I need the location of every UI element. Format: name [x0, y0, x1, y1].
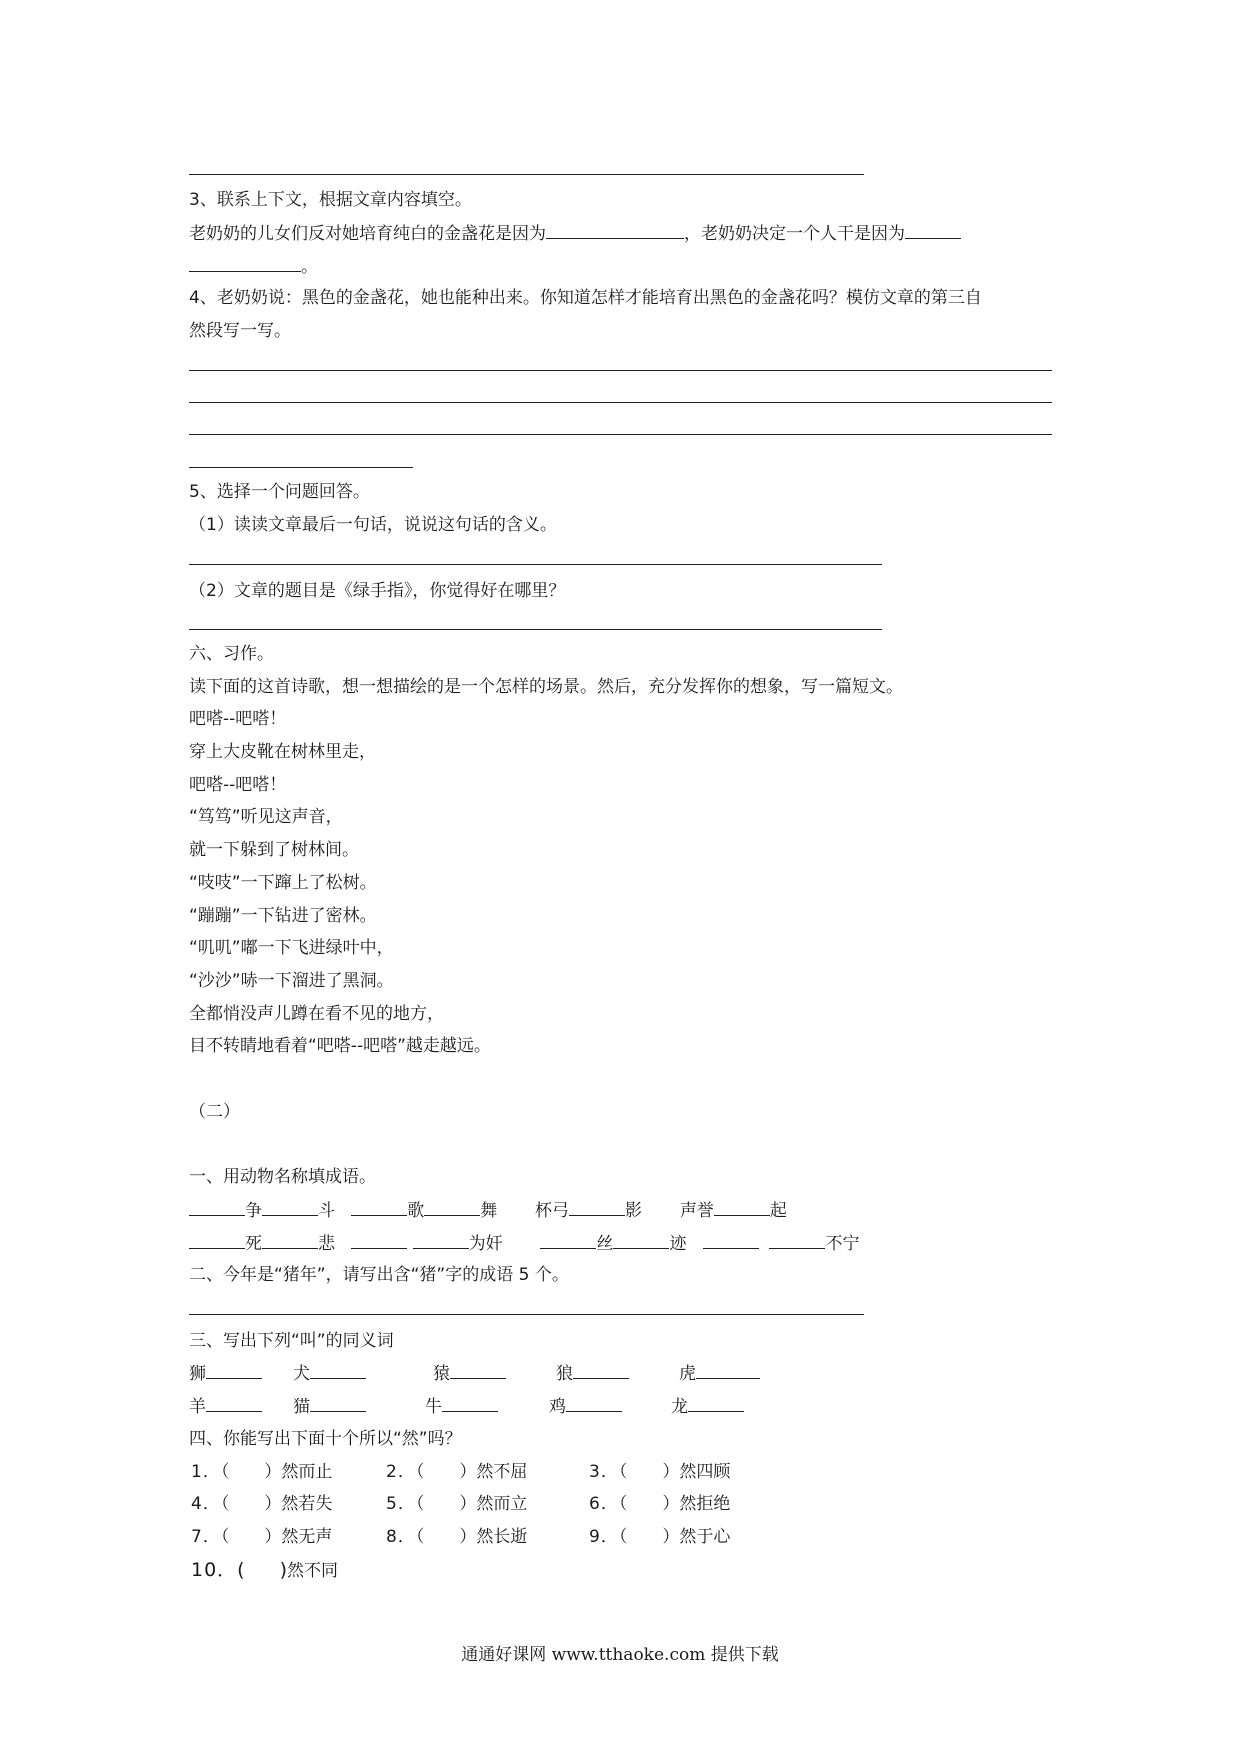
- idiom-char: 起: [769, 1201, 787, 1221]
- q5-sub-2: （2）文章的题目是《绿手指》，你觉得好在哪里？: [189, 581, 566, 601]
- synonym-item: [556, 1362, 629, 1385]
- ran-item: [191, 1461, 332, 1483]
- item-text: 然于心: [679, 1527, 731, 1547]
- blank[interactable]: [546, 222, 684, 239]
- blank[interactable]: [450, 1362, 506, 1379]
- ran-q4-title: 四、你能写出下面十个所以“然”吗？: [189, 1429, 462, 1449]
- q3-text-a: 老奶奶的儿女们反对她培育纯白的金盏花是因为: [189, 224, 546, 244]
- synonym-row-1: [189, 1362, 989, 1384]
- poem-line: 就一下躲到了树林间。: [189, 840, 359, 860]
- ran-item: [191, 1493, 332, 1515]
- answer-line: [189, 370, 1052, 371]
- synonym-item: [293, 1395, 366, 1418]
- idiom-char: 声誉: [679, 1201, 714, 1221]
- blank[interactable]: [540, 1232, 596, 1249]
- blank[interactable]: [189, 1199, 245, 1216]
- idiom-char: 杯弓: [535, 1201, 570, 1221]
- item-text: 然拒绝: [679, 1494, 731, 1514]
- idiom-char: 歌: [407, 1201, 425, 1221]
- ran-row-3: [189, 1526, 989, 1548]
- item-number: 6．（: [589, 1494, 629, 1514]
- item-text: 然无声: [281, 1527, 333, 1547]
- animal-label: 猿: [433, 1364, 450, 1384]
- item-close: ）: [264, 1494, 282, 1514]
- q3-end: 。: [301, 257, 318, 277]
- blank[interactable]: [566, 1395, 622, 1412]
- item-close: ）: [264, 1462, 282, 1482]
- blank[interactable]: [703, 1232, 759, 1249]
- part-two-label: （二）: [189, 1102, 240, 1122]
- item-close: ）: [662, 1527, 680, 1547]
- item-close: ）: [459, 1494, 477, 1514]
- blank[interactable]: [189, 1232, 245, 1249]
- answer-line: [189, 564, 882, 565]
- animal-label: 牛: [425, 1397, 442, 1417]
- ran-row-2: [189, 1493, 989, 1515]
- item-number: 10．(: [191, 1559, 246, 1581]
- answer-line: [189, 434, 1052, 435]
- q3-text-b: ，老奶奶决定一个人干是因为: [684, 224, 905, 244]
- item-close: ）: [662, 1462, 680, 1482]
- synonym-item: [549, 1395, 622, 1418]
- blank[interactable]: [569, 1199, 625, 1216]
- blank[interactable]: [714, 1199, 770, 1216]
- q3-line: [189, 222, 961, 245]
- animal-label: 犬: [293, 1364, 310, 1384]
- blank[interactable]: [905, 222, 961, 239]
- ran-item: [589, 1461, 730, 1483]
- poem-line: “叽叽”嘟一下飞进绿叶中，: [189, 938, 394, 958]
- item-text: 然长逝: [476, 1527, 528, 1547]
- poem-line: “吱吱”一下蹿上了松树。: [189, 873, 377, 893]
- idiom-char: 不宁: [825, 1234, 860, 1254]
- q5-title: 5、选择一个问题回答。: [189, 482, 370, 502]
- q3-line-2: [189, 255, 318, 278]
- idiom-row-1: [189, 1199, 787, 1222]
- item-number: 1．（: [191, 1462, 231, 1482]
- item-close: ）: [662, 1494, 680, 1514]
- poem-line: “笃笃”听见这声音，: [189, 807, 343, 827]
- ran-item: [386, 1493, 527, 1515]
- idiom-row-2: [189, 1232, 859, 1255]
- item-close: ）: [459, 1527, 477, 1547]
- synonym-item: [189, 1362, 262, 1385]
- poem-line: 目不转睛地看着“吧嗒--吧嗒”越走越远。: [189, 1036, 491, 1056]
- idiom-char: 丝: [596, 1234, 614, 1254]
- item-text: 然不同: [287, 1561, 339, 1581]
- ran-row-1: [189, 1461, 989, 1483]
- animal-label: 狼: [556, 1364, 573, 1384]
- idiom-char: 迹: [669, 1234, 687, 1254]
- blank[interactable]: [310, 1362, 366, 1379]
- idiom-char: 悲: [318, 1234, 335, 1254]
- animal-label: 狮: [189, 1364, 206, 1384]
- item-number: 5．（: [386, 1494, 426, 1514]
- blank[interactable]: [696, 1362, 760, 1379]
- item-text: 然而止: [281, 1462, 333, 1482]
- section-six-instruction: 读下面的这首诗歌，想一想描绘的是一个怎样的场景。然后，充分发挥你的想象，写一篇短文。: [189, 677, 903, 697]
- ran-item: [386, 1461, 527, 1483]
- answer-line: [189, 1314, 864, 1315]
- synonym-item: [671, 1395, 744, 1418]
- blank[interactable]: [262, 1232, 318, 1249]
- item-text: 然四顾: [679, 1462, 731, 1482]
- blank[interactable]: [351, 1232, 407, 1249]
- answer-line: [189, 174, 864, 175]
- blank[interactable]: [206, 1395, 262, 1412]
- idiom-char: 斗: [318, 1201, 335, 1221]
- poem-line: 穿上大皮靴在树林里走，: [189, 742, 376, 762]
- idiom-char: 为奸: [468, 1234, 503, 1254]
- item-number: 9．（: [589, 1527, 629, 1547]
- blank[interactable]: [310, 1395, 366, 1412]
- poem-line: 全都悄没声儿蹲在看不见的地方，: [189, 1004, 444, 1024]
- blank[interactable]: [262, 1199, 318, 1216]
- item-text: 然不屈: [476, 1462, 528, 1482]
- poem-line: “蹦蹦”一下钻进了密林。: [189, 906, 377, 926]
- idiom-char: 影: [625, 1201, 643, 1221]
- synonym-q3-title: 三、写出下列“叫”的同义词: [189, 1331, 394, 1351]
- blank[interactable]: [424, 1199, 480, 1216]
- animal-label: 羊: [189, 1397, 206, 1417]
- ran-item: [589, 1493, 730, 1515]
- item-close: ): [279, 1559, 288, 1581]
- idiom-q1-title: 一、用动物名称填成语。: [189, 1167, 376, 1187]
- poem-line: 吧嗒--吧嗒！: [189, 775, 287, 795]
- ran-row-4: [189, 1559, 589, 1581]
- ran-item: [589, 1526, 730, 1548]
- q3-title: 3、联系上下文，根据文章内容填空。: [189, 190, 472, 210]
- section-six-heading: 六、习作。: [189, 644, 274, 664]
- item-number: 2．（: [386, 1462, 426, 1482]
- ran-item: [191, 1559, 338, 1582]
- item-number: 4．（: [191, 1494, 231, 1514]
- idiom-char: 舞: [480, 1201, 498, 1221]
- animal-label: 猫: [293, 1397, 310, 1417]
- item-number: 3．（: [589, 1462, 629, 1482]
- idiom-q2-title: 二、今年是“猪年”，请写出含“猪”字的成语 5 个。: [189, 1265, 569, 1285]
- item-close: ）: [264, 1527, 282, 1547]
- synonym-item: [433, 1362, 506, 1385]
- synonym-row-2: [189, 1395, 989, 1417]
- synonym-item: [189, 1395, 262, 1418]
- blank[interactable]: [573, 1362, 629, 1379]
- footer-credit: 通通好课网 www.tthaoke.com 提供下载: [461, 1645, 779, 1665]
- animal-label: 鸡: [549, 1397, 566, 1417]
- blank[interactable]: [351, 1199, 407, 1216]
- item-text: 然而立: [476, 1494, 528, 1514]
- blank[interactable]: [613, 1232, 669, 1249]
- animal-label: 虎: [679, 1364, 696, 1384]
- synonym-item: [679, 1362, 760, 1385]
- q5-sub-1: （1）读读文章最后一句话，说说这句话的含义。: [189, 515, 557, 535]
- idiom-char: 争: [245, 1201, 262, 1221]
- blank[interactable]: [189, 255, 301, 272]
- answer-line: [189, 467, 413, 468]
- poem-line: 吧嗒--吧嗒！: [189, 709, 287, 729]
- ran-item: [386, 1526, 527, 1548]
- item-close: ）: [459, 1462, 477, 1482]
- blank[interactable]: [413, 1232, 469, 1249]
- item-number: 7．（: [191, 1527, 231, 1547]
- synonym-item: [293, 1362, 366, 1385]
- answer-line: [189, 629, 882, 630]
- q4-line-2: 然段写一写。: [189, 321, 291, 341]
- ran-item: [191, 1526, 332, 1548]
- animal-label: 龙: [671, 1397, 688, 1417]
- blank[interactable]: [442, 1395, 498, 1412]
- poem-line: “沙沙”哧一下溜进了黑洞。: [189, 971, 394, 991]
- answer-line: [189, 402, 1052, 403]
- q4-line-1: 4、老奶奶说：黑色的金盏花，她也能种出来。你知道怎样才能培育出黑色的金盏花吗？模仿文章的第三自: [189, 288, 982, 308]
- blank[interactable]: [206, 1362, 262, 1379]
- item-text: 然若失: [281, 1494, 333, 1514]
- blank[interactable]: [769, 1232, 825, 1249]
- idiom-char: 死: [245, 1234, 262, 1254]
- synonym-item: [425, 1395, 498, 1418]
- blank[interactable]: [688, 1395, 744, 1412]
- item-number: 8．（: [386, 1527, 426, 1547]
